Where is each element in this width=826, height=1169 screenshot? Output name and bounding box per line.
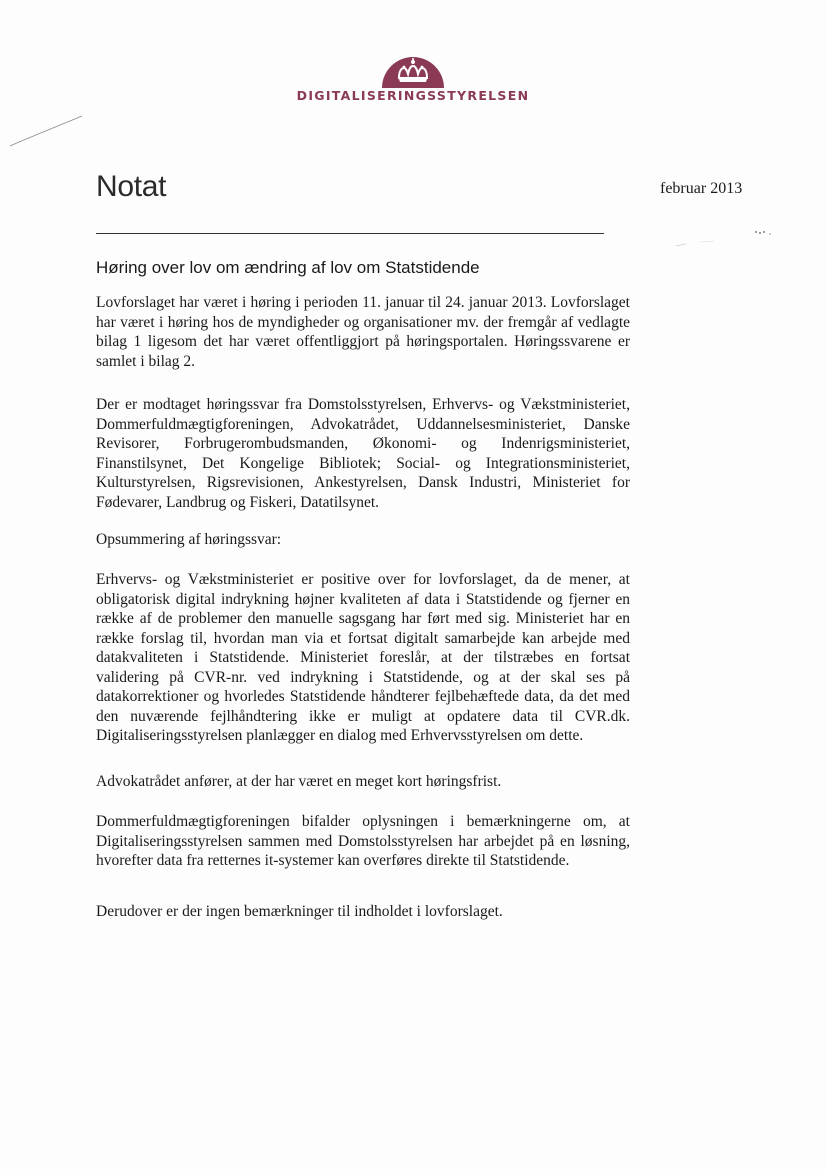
scan-speck-marks [670, 222, 790, 252]
logo [0, 48, 826, 108]
document-heading: Høring over lov om ændring af lov om Statstidende [96, 258, 480, 277]
scan-pen-mark [8, 110, 88, 150]
paragraph-closing: Derudover er der ingen bemærkninger til indholdet i lovforslaget. [96, 903, 503, 920]
paragraph-summary-label: Opsummering af høringssvar: [96, 531, 282, 548]
paragraph-dommerfuldmaegtig-response: Dommerfuldmægtigforeningen bifalder oplysningen i bemærkningerne om, at Digitaliseringsstyrelsen sammen med Domstolsstyrelsen har arbejdet på en løsning, hvorefter data fra retternes it-systemer kan overføres direkte til Statstidende. [96, 813, 630, 869]
paragraph-respondents: Der er modtaget høringssvar fra Domstolsstyrelsen, Erhvervs- og Vækstministeriet, Dommerfuldmægtigforeningen, Advokatrådet, Uddannelsesministeriet, Danske Revisorer, Forbrugerombudsmanden, Økonomi- og Indenrigsministeriet, Finanstilsynet, Det Kongelige Bibliotek; Social- og Integrationsministeriet, Kulturstyrelsen, Rigsrevisionen, Ankestyrelsen, Dansk Industri, Ministeriet for Fødevarer, Landbrug og Fiskeri, Datatilsynet. [96, 396, 630, 511]
crown-emblem-icon [382, 52, 444, 90]
divider [96, 233, 604, 234]
logo-text: DIGITALISERINGSSTYRELSEN [296, 88, 530, 103]
paragraph-erhvervs-response: Erhvervs- og Vækstministeriet er positive over for lovforslaget, da de mener, at obligatorisk digital indrykning højner kvaliteten af data i Statstidende og fjerner en række af de problemer den manuelle sagsgang har ført med sig. Ministeriet har en række forslag til, hvordan man via et fortsat digitalt samarbejde kan arbejde med datakvaliteten i Statstidende. Ministeriet foreslår, at der tilstræbes en fortsat validering på CVR-nr. ved indrykning i Statstidende, og at der skal ses på datakorrektioner og hvorledes Statstidende håndterer fejlbehæftede data, da det med den nuværende fejlhåndtering ikke er muligt at opdatere data til CVR.dk. Digitaliseringsstyrelsen planlægger en dialog med Erhvervsstyrelsen om dette. [96, 571, 630, 744]
paragraph-advokatraadet-response: Advokatrådet anfører, at der har været en meget kort høringsfrist. [96, 773, 502, 790]
page-title: Notat [96, 170, 167, 203]
document-date: februar 2013 [660, 180, 743, 197]
paragraph-hearing-period: Lovforslaget har været i høring i perioden 11. januar til 24. januar 2013. Lovforslaget har været i høring hos de myndigheder og organisationer mv. der fremgår af vedlagte bilag 1 ligesom det har været offentliggjort på høringsportalen. Høringssvarene er samlet i bilag 2. [96, 294, 630, 370]
